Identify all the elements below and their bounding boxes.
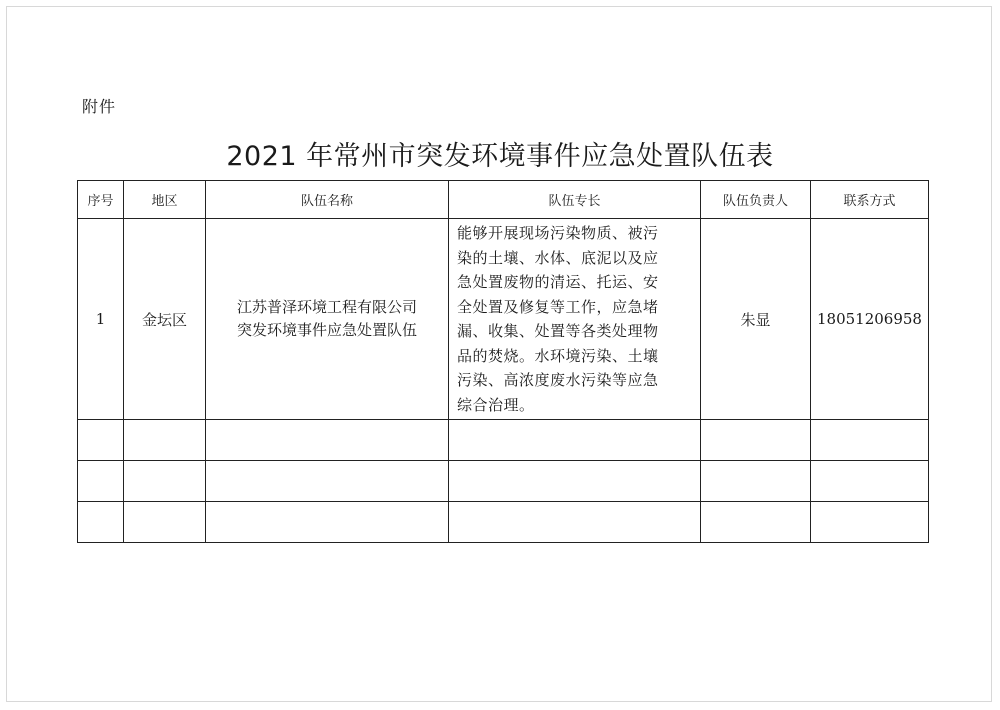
empty-cell (78, 502, 124, 543)
empty-cell (206, 420, 449, 461)
empty-cell (78, 461, 124, 502)
empty-table-row (78, 461, 929, 502)
header-leader: 队伍负责人 (701, 181, 811, 219)
empty-cell (78, 420, 124, 461)
attachment-label: 附件 (82, 97, 117, 116)
header-district: 地区 (124, 181, 206, 219)
document-title: 2021 年常州市突发环境事件应急处置队伍表 (226, 141, 774, 172)
cell-contact: 18051206958 (811, 219, 929, 420)
empty-cell (124, 461, 206, 502)
header-index: 序号 (78, 181, 124, 219)
specialty-line: 急处置废物的清运、托运、安 (457, 273, 659, 291)
empty-cell (206, 502, 449, 543)
specialty-line: 全处置及修复等工作，应急堵 (457, 297, 659, 316)
table-header-row (78, 181, 929, 219)
empty-cell (124, 502, 206, 543)
team-name-line: 突发环境事件应急处置队伍 (236, 321, 417, 339)
empty-cell (449, 461, 701, 502)
empty-cell (701, 420, 811, 461)
empty-cell (701, 461, 811, 502)
empty-cell (449, 420, 701, 461)
empty-cell (811, 420, 929, 461)
header-contact: 联系方式 (811, 181, 929, 219)
specialty-line: 染的土壤、水体、底泥以及应 (457, 248, 659, 267)
empty-cell (701, 502, 811, 543)
team-name-line: 江苏普泽环境工程有限公司 (236, 298, 417, 316)
cell-specialty (449, 219, 701, 420)
specialty-line: 漏、收集、处置等各类处理物 (457, 322, 659, 340)
empty-cell (811, 461, 929, 502)
cell-leader: 朱显 (701, 219, 811, 420)
table-row (78, 219, 929, 420)
empty-table-row (78, 502, 929, 543)
specialty-line: 能够开展现场污染物质、被污 (457, 224, 659, 242)
header-team-name: 队伍名称 (206, 181, 449, 219)
empty-table-row (78, 420, 929, 461)
empty-cell (449, 502, 701, 543)
empty-cell (206, 461, 449, 502)
specialty-line: 品的焚烧。水环境污染、土壤 (457, 346, 659, 365)
emergency-team-table (77, 180, 929, 543)
cell-district: 金坛区 (124, 219, 206, 420)
empty-cell (124, 420, 206, 461)
header-specialty: 队伍专长 (449, 181, 701, 219)
specialty-line: 综合治理。 (457, 395, 535, 414)
cell-index: 1 (78, 219, 124, 420)
cell-team-name (206, 219, 449, 420)
empty-cell (811, 502, 929, 543)
specialty-line: 污染、高浓度废水污染等应急 (457, 371, 659, 389)
